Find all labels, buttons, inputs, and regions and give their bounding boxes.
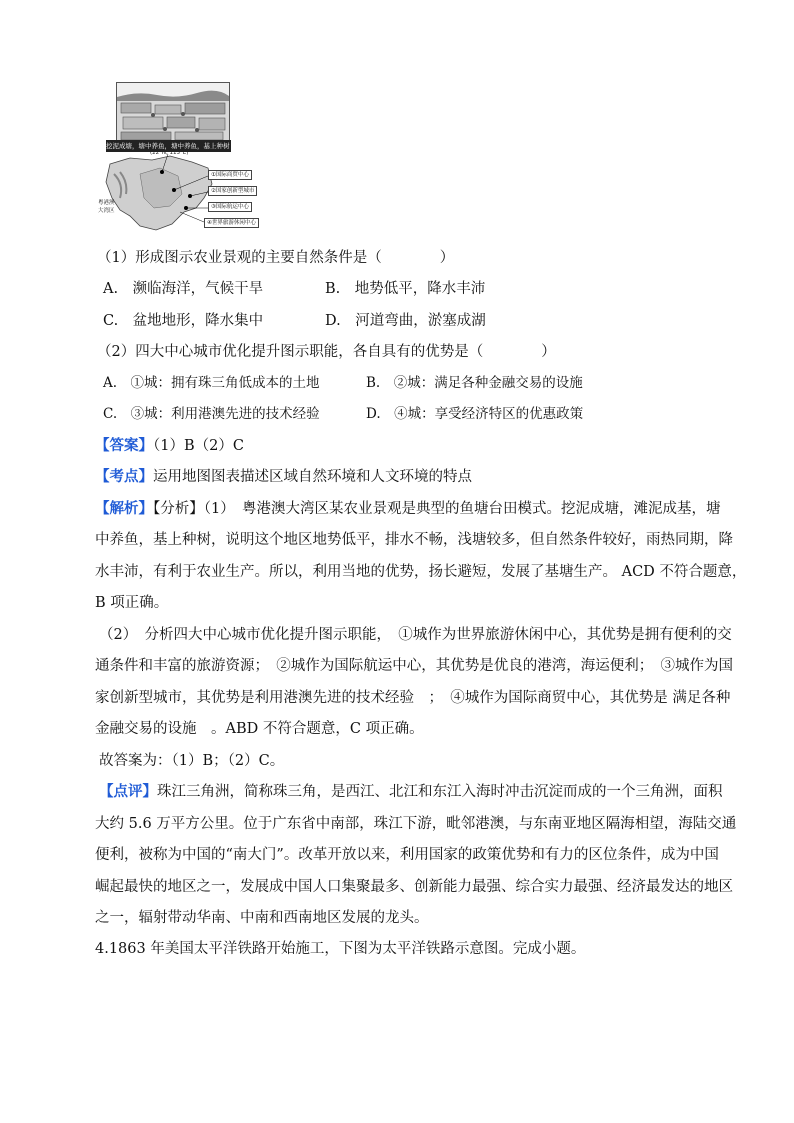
dianping-line-1 [99, 782, 723, 802]
kaodian-tag: 【考点】 [95, 468, 153, 485]
photo-caption: 挖泥成塘，塘中养鱼，塘中养鱼，基上种树 [106, 142, 230, 150]
figure [98, 82, 256, 232]
fish-pond-image [117, 83, 229, 147]
map-left-label-1: 粤港澳 [98, 200, 115, 206]
dianping-text-1: 珠江三角洲，简称珠三角，是西江、北江和东江入海时冲击沉淀而成的一个三角洲，面积 [157, 784, 723, 800]
q1-option-b: B. 地势低平，降水丰沛 [325, 281, 486, 297]
dianping-line-4: 崛起最快的地区之一，发展成中国人口集聚最多、创新能力最强、综合实力最强、经济最发达的地区 [95, 879, 733, 895]
q2-option-a: A. ①城：拥有珠三角低成本的土地 [103, 375, 320, 391]
answer-tag: 【答案】 [95, 437, 153, 454]
answer-text: （1）B（2）C [153, 438, 244, 454]
jiexi-line-6: 通条件和丰富的旅游资源； ②城作为国际航运中心，其优势是优良的港湾，海运便利； ③城作为国 [95, 658, 733, 674]
legend-box-2: ②国家创新型城市 [208, 186, 257, 196]
jiexi-line-1 [95, 499, 720, 519]
q4-stem: 4.1863 年美国太平洋铁路开始施工，下图为太平洋铁路示意图。完成小题。 [95, 941, 586, 957]
region-map [98, 150, 256, 234]
legend-box-1: ①国际商贸中心 [208, 170, 252, 180]
jiexi-line-2: 中养鱼，基上种树，说明这个地区地势低平，排水不畅，浅塘较多，但自然条件较好，雨热同期，降 [95, 532, 733, 548]
coordinate-label: (22°N, 113°E) [150, 150, 189, 156]
q1-stem: （1）形成图示农业景观的主要自然条件是（ ） [97, 250, 455, 266]
q1-option-a: A. 濒临海洋，气候干旱 [103, 281, 264, 297]
q2-stem: （2）四大中心城市优化提升图示职能，各自具有的优势是（ ） [97, 344, 556, 360]
q2-option-d: D. ④城：享受经济特区的优惠政策 [366, 406, 584, 422]
jiexi-line-4: B 项正确。 [95, 595, 169, 611]
dianping-line-5: 之一，辐射带动华南、中南和西南地区发展的龙头。 [95, 910, 429, 926]
dianping-tag: 【点评】 [99, 783, 157, 800]
jiexi-text-1: 【分析】（1） 粤港澳大湾区某农业景观是典型的鱼塘台田模式。挖泥成塘，滩泥成基，塘 [153, 501, 721, 517]
jiexi-line-3: 水丰沛，有利于农业生产。所以，利用当地的优势，扬长避短，发展了基塘生产。 ACD 不符合题意， [95, 564, 747, 580]
kaodian-row [95, 467, 472, 487]
dianping-line-3: 便利，被称为中国的“南大门”。改革开放以来，利用国家的政策优势和有力的区位条件，成为中国 [95, 847, 719, 863]
jiexi-conclusion: 故答案为：（1）B；（2）C。 [99, 753, 285, 769]
answer-row [95, 436, 244, 456]
map-left-label-2: 大湾区 [98, 208, 115, 214]
legend-box-3: ③国际航运中心 [208, 202, 252, 212]
q2-option-b: B. ②城：满足各种金融交易的设施 [366, 375, 583, 391]
q1-option-c: C. 盆地地形，降水集中 [103, 313, 264, 329]
jiexi-tag: 【解析】 [95, 500, 153, 517]
q1-option-d: D. 河道弯曲，淤塞成湖 [325, 313, 486, 329]
jiexi-line-7: 家创新型城市，其优势是利用港澳先进的技术经验 ； ④城作为国际商贸中心，其优势是 满足各种 [95, 690, 731, 706]
jiexi-line-5: （2） 分析四大中心城市优化提升图示职能， ①城作为世界旅游休闲中心，其优势是拥有便利的交 [99, 627, 732, 643]
jiexi-line-8: 金融交易的设施 。ABD 不符合题意，C 项正确。 [95, 721, 424, 737]
landscape-photo [116, 82, 230, 148]
legend-box-4: ④世界旅游休闲中心 [204, 218, 259, 228]
kaodian-text: 运用地图图表描述区域自然环境和人文环境的特点 [153, 469, 472, 485]
dianping-line-2: 大约 5.6 万平方公里。位于广东省中南部，珠江下游，毗邻港澳，与东南亚地区隔海相望，海陆交通 [95, 816, 737, 832]
q2-option-c: C. ③城：利用港澳先进的技术经验 [103, 406, 320, 422]
